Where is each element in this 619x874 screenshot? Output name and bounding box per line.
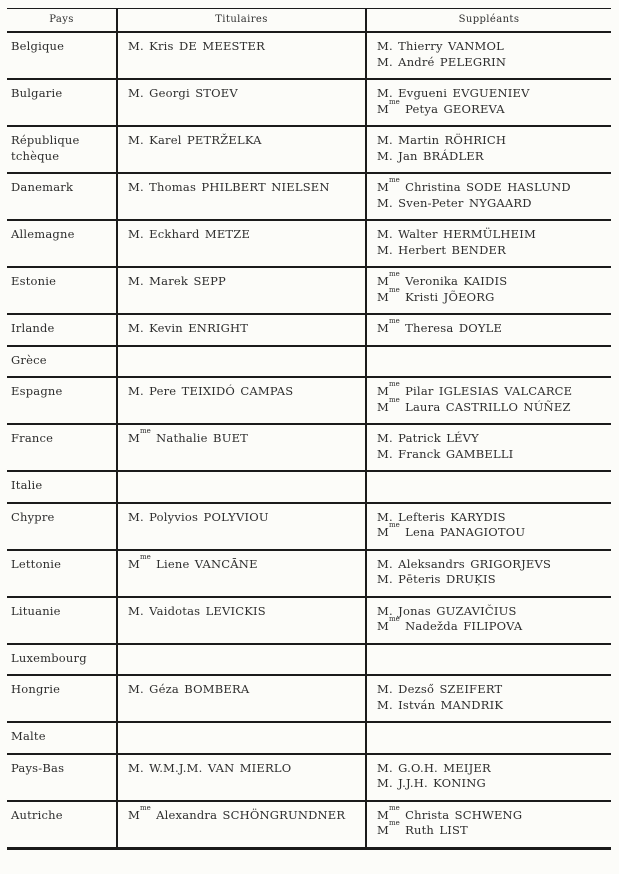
suppleants-cell: [366, 424, 611, 471]
person-line: M. André PELEGRIN: [377, 54, 507, 69]
person-line: M. Lefteris KARYDIS: [377, 509, 506, 524]
suppleants-cell: [366, 314, 611, 346]
table-row: [7, 32, 611, 79]
person-line: M. Georgi STOEV: [128, 86, 238, 100]
person-line: M. Thomas PHILBERT NIELSEN: [128, 180, 330, 194]
table-row: [7, 644, 611, 676]
country-cell: Bulgarie: [7, 79, 117, 126]
person-line: $M^{me}$ Lena PANAGIOTOU: [377, 521, 526, 539]
members-table: [7, 8, 611, 850]
person-line: M. Walter HERMÜLHEIM: [377, 227, 536, 241]
country-cell: Malte: [7, 722, 117, 754]
person-line: M. Pere TEIXIDÓ CAMPAS: [128, 384, 294, 398]
suppleants-cell: [366, 346, 611, 378]
suppleants-cell: [366, 754, 611, 801]
person-line: M. Aleksandrs GRIGORJEVS: [377, 556, 552, 571]
person-line: M. Martin RÖHRICH: [377, 133, 507, 147]
country-cell: Pays-Bas: [7, 754, 117, 801]
person-line: M. J.J.H. KONING: [377, 776, 486, 790]
country-cell: Irlande: [7, 314, 117, 346]
table-row: [7, 754, 611, 801]
titulaires-cell: [117, 79, 366, 126]
header-row: [7, 9, 611, 33]
country-cell: Hongrie: [7, 675, 117, 722]
country-cell: Chypre: [7, 503, 117, 550]
person-line: M. Polyvios POLYVIOU: [128, 509, 269, 524]
country-cell: France: [7, 424, 117, 471]
person-line: M. Pēteris DRUĶIS: [377, 572, 496, 586]
suppleants-cell: [366, 79, 611, 126]
country-cell: Estonie: [7, 267, 117, 314]
person-line: $M^{me}$ Christina SODE HASLUND: [377, 176, 571, 194]
header-suppleants: Suppléants: [366, 9, 611, 33]
person-line: $M^{me}$ Theresa DOYLE: [377, 317, 503, 335]
country-cell: Danemark: [7, 173, 117, 220]
titulaires-cell: [117, 314, 366, 346]
table-row: [7, 675, 611, 722]
person-line: M. Marek SEPP: [128, 274, 226, 288]
person-line: M. G.O.H. MEIJER: [377, 760, 491, 775]
country-cell: Luxembourg: [7, 644, 117, 676]
table-row: [7, 79, 611, 126]
titulaires-cell: [117, 801, 366, 849]
country-cell: Lituanie: [7, 597, 117, 644]
titulaires-cell: [117, 471, 366, 503]
table-row: [7, 377, 611, 424]
person-line: $M^{me}$ Alexandra SCHÖNGRUNDNER: [128, 803, 346, 822]
header-titulaires: Titulaires: [117, 9, 366, 33]
titulaires-cell: [117, 597, 366, 644]
person-line: M. Vaidotas LEVICKIS: [128, 603, 266, 618]
person-line: M. Jonas GUZAVIČIUS: [377, 603, 517, 618]
titulaires-cell: [117, 346, 366, 378]
person-line: M. Jan BRÁDLER: [377, 148, 484, 163]
country-cell: République tchèque: [7, 126, 117, 173]
person-line: $M^{me}$ Petya GEOREVA: [377, 97, 505, 116]
suppleants-cell: [366, 675, 611, 722]
suppleants-cell: [366, 550, 611, 597]
table-row: [7, 503, 611, 550]
country-cell: Belgique: [7, 32, 117, 79]
titulaires-cell: [117, 503, 366, 550]
person-line: $M^{me}$ Ruth LIST: [377, 819, 468, 837]
titulaires-cell: [117, 644, 366, 676]
country-cell: Allemagne: [7, 220, 117, 267]
person-line: $M^{me}$ Liene VANCĀNE: [128, 552, 258, 571]
person-line: M. István MANDRIK: [377, 697, 504, 712]
suppleants-cell: [366, 267, 611, 314]
titulaires-cell: [117, 32, 366, 79]
titulaires-cell: [117, 126, 366, 173]
person-line: M. Herbert BENDER: [377, 242, 506, 257]
person-line: $M^{me}$ Kristi JÕEORG: [377, 285, 495, 304]
table-row: [7, 267, 611, 314]
person-line: $M^{me}$ Veronika KAIDIS: [377, 270, 508, 288]
table-row: [7, 597, 611, 644]
person-line: $M^{me}$ Pilar IGLESIAS VALCARCE: [377, 380, 573, 398]
suppleants-cell: [366, 503, 611, 550]
person-line: M. Evgueni EVGUENIEV: [377, 86, 530, 100]
person-line: M. Eckhard METZE: [128, 227, 251, 241]
titulaires-cell: [117, 424, 366, 471]
country-cell: Italie: [7, 471, 117, 503]
table-row: [7, 220, 611, 267]
country-cell: Grèce: [7, 346, 117, 378]
table-row: [7, 173, 611, 220]
person-line: M. W.M.J.M. VAN MIERLO: [128, 760, 292, 775]
suppleants-cell: [366, 220, 611, 267]
person-line: M. Karel PETRŽELKA: [128, 133, 262, 147]
table-header: [7, 9, 611, 33]
suppleants-cell: [366, 801, 611, 849]
suppleants-cell: [366, 722, 611, 754]
titulaires-cell: [117, 173, 366, 220]
titulaires-cell: [117, 377, 366, 424]
person-line: M. Kevin ENRIGHT: [128, 321, 249, 335]
titulaires-cell: [117, 722, 366, 754]
country-cell: Espagne: [7, 377, 117, 424]
suppleants-cell: [366, 173, 611, 220]
person-line: M. Sven-Peter NYGAARD: [377, 195, 532, 210]
suppleants-cell: [366, 644, 611, 676]
person-line: M. Dezső SZEIFERT: [377, 682, 503, 696]
suppleants-cell: [366, 471, 611, 503]
suppleants-cell: [366, 377, 611, 424]
suppleants-cell: [366, 126, 611, 173]
titulaires-cell: [117, 550, 366, 597]
country-cell: Autriche: [7, 801, 117, 849]
table-row: [7, 346, 611, 378]
person-line: M. Thierry VANMOL: [377, 39, 504, 53]
table-row: [7, 471, 611, 503]
person-line: M. Géza BOMBERA: [128, 682, 250, 696]
country-cell: Lettonie: [7, 550, 117, 597]
table-row: [7, 126, 611, 173]
person-line: $M^{me}$ Nadežda FILIPOVA: [377, 615, 523, 633]
person-line: M. Franck GAMBELLI: [377, 446, 514, 461]
table-body: [7, 32, 611, 848]
person-line: $M^{me}$ Christa SCHWENG: [377, 803, 523, 822]
titulaires-cell: [117, 754, 366, 801]
titulaires-cell: [117, 220, 366, 267]
titulaires-cell: [117, 267, 366, 314]
table-row: [7, 424, 611, 471]
table-row: [7, 550, 611, 597]
suppleants-cell: [366, 32, 611, 79]
header-pays: Pays: [7, 9, 117, 33]
person-line: $M^{me}$ Laura CASTRILLO NÚÑEZ: [377, 395, 571, 414]
person-line: M. Patrick LÉVY: [377, 431, 479, 445]
table-row: [7, 314, 611, 346]
titulaires-cell: [117, 675, 366, 722]
person-line: M. Kris DE MEESTER: [128, 39, 265, 53]
person-line: $M^{me}$ Nathalie BUET: [128, 427, 249, 445]
suppleants-cell: [366, 597, 611, 644]
table-row: [7, 801, 611, 849]
table-row: [7, 722, 611, 754]
